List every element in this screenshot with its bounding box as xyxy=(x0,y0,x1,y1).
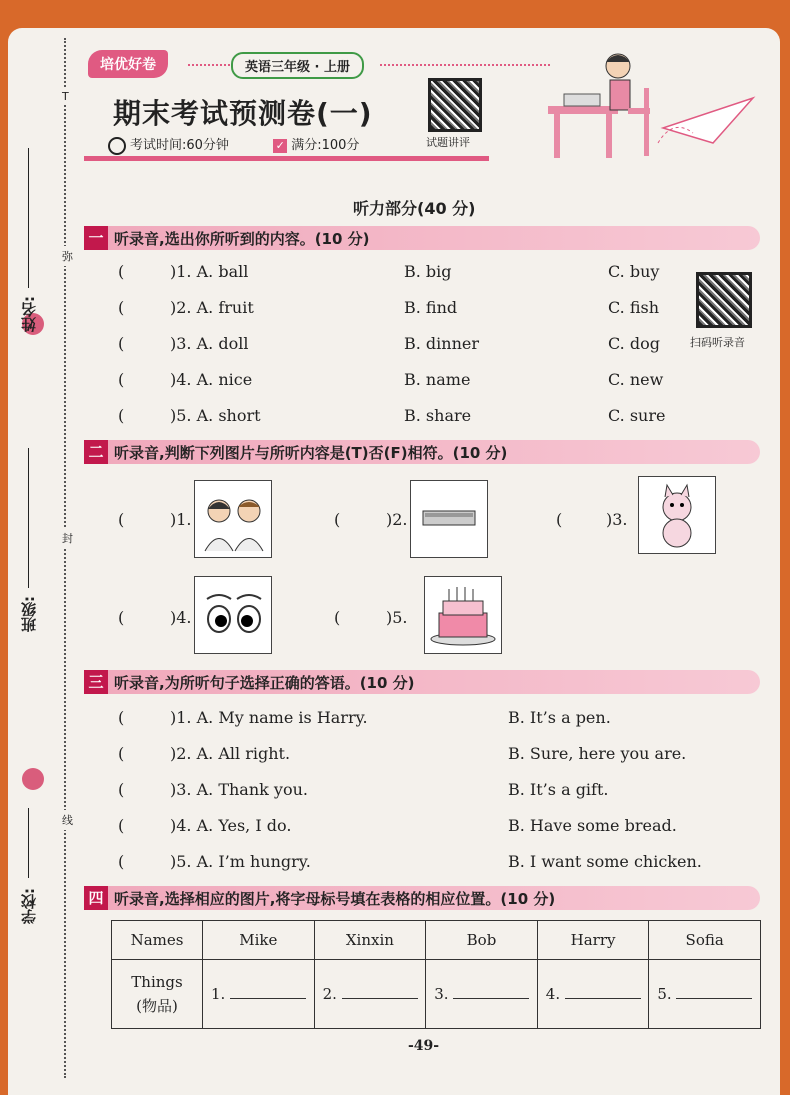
blank-number: 4. xyxy=(545,985,561,1003)
answer-paren[interactable]: ( xyxy=(118,262,125,281)
answer-paren[interactable]: ( xyxy=(118,510,125,529)
section-3-header xyxy=(84,670,760,694)
answer-paren[interactable]: ( xyxy=(118,780,125,799)
option-a: )2. A. All right. xyxy=(170,744,291,763)
answer-paren[interactable]: ( xyxy=(118,852,125,871)
section-2-header xyxy=(84,440,760,464)
answer-blank[interactable] xyxy=(565,998,641,999)
answer-paren[interactable]: ( xyxy=(334,510,341,529)
option-b: B. find xyxy=(404,298,458,317)
binding-margin xyxy=(8,28,76,1095)
answer-blank[interactable] xyxy=(230,998,306,999)
seal-char-1: 弥 xyxy=(62,246,73,266)
answer-cell[interactable] xyxy=(649,960,761,1029)
two-children-picture xyxy=(194,480,272,558)
option-b: B. share xyxy=(404,406,472,425)
class-label: 班级: xyxy=(20,596,38,632)
dotted-connector xyxy=(380,64,550,66)
title-underline xyxy=(84,156,489,161)
option-a: )4. A. Yes, I do. xyxy=(170,816,292,835)
item-number: )3. xyxy=(606,510,628,529)
answer-paren[interactable]: ( xyxy=(118,816,125,835)
option-a: )2. A. fruit xyxy=(170,298,254,317)
table-row xyxy=(112,921,761,960)
binding-hole xyxy=(22,768,44,790)
section-title: 听录音,选出你所听到的内容。(10 分) xyxy=(114,230,370,248)
section-title: 听录音,判断下列图片与所听内容是(T)否(F)相符。(10 分) xyxy=(114,444,508,462)
blank-number: 1. xyxy=(211,985,226,1003)
blank-number: 5. xyxy=(657,985,672,1003)
option-a: )1. A. ball xyxy=(170,262,249,281)
paper-plane-icon xyxy=(653,88,763,158)
blank-number: 3. xyxy=(434,985,449,1003)
seal-char-3: 线 xyxy=(62,810,73,830)
answer-blank[interactable] xyxy=(453,998,529,999)
option-b: B. name xyxy=(404,370,471,389)
dotted-connector xyxy=(188,64,230,66)
option-b: B. Sure, here you are. xyxy=(508,744,687,763)
answer-paren[interactable]: ( xyxy=(556,510,563,529)
option-b: B. It’s a pen. xyxy=(508,708,611,727)
section-title: 听录音,为所听句子选择正确的答语。(10 分) xyxy=(114,674,415,692)
answer-paren[interactable]: ( xyxy=(118,744,125,763)
answer-blank[interactable] xyxy=(342,998,418,999)
option-a: )3. A. Thank you. xyxy=(170,780,308,799)
section-number: 二 xyxy=(84,440,108,464)
option-a: )1. A. My name is Harry. xyxy=(170,708,368,727)
answer-cell[interactable] xyxy=(203,960,315,1029)
things-label: Things xyxy=(131,973,183,991)
cat-picture xyxy=(638,476,716,554)
things-label-cn: (物品) xyxy=(136,997,178,1015)
name-cell: Harry xyxy=(537,921,649,960)
things-header xyxy=(112,960,203,1029)
student-desk-illustration xyxy=(538,48,668,158)
name-cell: Bob xyxy=(426,921,538,960)
pencil-box-picture xyxy=(410,480,488,558)
top-letter: T xyxy=(62,90,69,103)
score-label: 满分:100分 xyxy=(291,138,360,153)
option-c: C. fish xyxy=(608,298,660,317)
option-b: B. I want some chicken. xyxy=(508,852,702,871)
page-title: 期末考试预测卷(一) xyxy=(113,97,373,130)
table-row xyxy=(112,960,761,1029)
series-tag: 培优好卷 xyxy=(88,50,168,78)
item-number: )2. xyxy=(386,510,408,529)
name-cell: Xinxin xyxy=(314,921,426,960)
section-4-header xyxy=(84,886,760,910)
name-label: 姓名: xyxy=(20,296,38,332)
item-number: )4. xyxy=(170,608,192,627)
section-number: 一 xyxy=(84,226,108,250)
answer-paren[interactable]: ( xyxy=(118,708,125,727)
check-icon: ✓ xyxy=(273,139,287,153)
answer-paren[interactable]: ( xyxy=(118,334,125,353)
qr-listen-caption: 扫码听录音 xyxy=(690,336,745,349)
page-number: -49- xyxy=(408,1038,440,1054)
item-number: )1. xyxy=(170,510,192,529)
option-b: B. It’s a gift. xyxy=(508,780,609,799)
option-a: )4. A. nice xyxy=(170,370,253,389)
option-c: C. buy xyxy=(608,262,660,281)
option-a: )5. A. I’m hungry. xyxy=(170,852,311,871)
names-header: Names xyxy=(112,921,203,960)
option-c: C. dog xyxy=(608,334,660,353)
option-b: B. big xyxy=(404,262,452,281)
option-b: B. dinner xyxy=(404,334,480,353)
birthday-cake-picture xyxy=(424,576,502,654)
answer-cell[interactable] xyxy=(537,960,649,1029)
section-number: 四 xyxy=(84,886,108,910)
answer-paren[interactable]: ( xyxy=(118,298,125,317)
answer-paren[interactable]: ( xyxy=(118,370,125,389)
answer-cell[interactable] xyxy=(426,960,538,1029)
class-line[interactable] xyxy=(28,448,30,588)
section-1-header xyxy=(84,226,760,250)
listening-part-title: 听力部分(40 分) xyxy=(353,199,476,218)
answer-cell[interactable] xyxy=(314,960,426,1029)
name-line[interactable] xyxy=(28,148,30,288)
answer-blank[interactable] xyxy=(676,998,752,999)
eyes-picture xyxy=(194,576,272,654)
blank-number: 2. xyxy=(322,985,337,1003)
item-number: )5. xyxy=(386,608,408,627)
qr-code-icon[interactable] xyxy=(428,78,482,132)
qr-code-listen-icon[interactable] xyxy=(696,272,752,328)
school-label: 学校: xyxy=(20,888,38,924)
section-title: 听录音,选择相应的图片,将字母标号填在表格的相应位置。(10 分) xyxy=(114,890,556,908)
qr-caption: 试题讲评 xyxy=(426,136,470,149)
time-label: 考试时间:60分钟 xyxy=(130,138,229,153)
clock-icon xyxy=(108,137,126,155)
option-c: C. new xyxy=(608,370,664,389)
answer-paren[interactable]: ( xyxy=(118,608,125,627)
answer-paren[interactable]: ( xyxy=(334,608,341,627)
answer-paren[interactable]: ( xyxy=(118,406,125,425)
name-cell: Sofia xyxy=(649,921,761,960)
option-c: C. sure xyxy=(608,406,666,425)
name-cell: Mike xyxy=(203,921,315,960)
grade-badge: 英语三年级 · 上册 xyxy=(231,52,364,79)
option-b: B. Have some bread. xyxy=(508,816,677,835)
option-a: )3. A. doll xyxy=(170,334,249,353)
section-number: 三 xyxy=(84,670,108,694)
seal-line xyxy=(64,38,66,1078)
exam-meta xyxy=(108,134,359,155)
option-a: )5. A. short xyxy=(170,406,261,425)
school-line[interactable] xyxy=(28,808,30,878)
answer-table xyxy=(111,920,761,1029)
seal-char-2: 封 xyxy=(62,528,73,548)
